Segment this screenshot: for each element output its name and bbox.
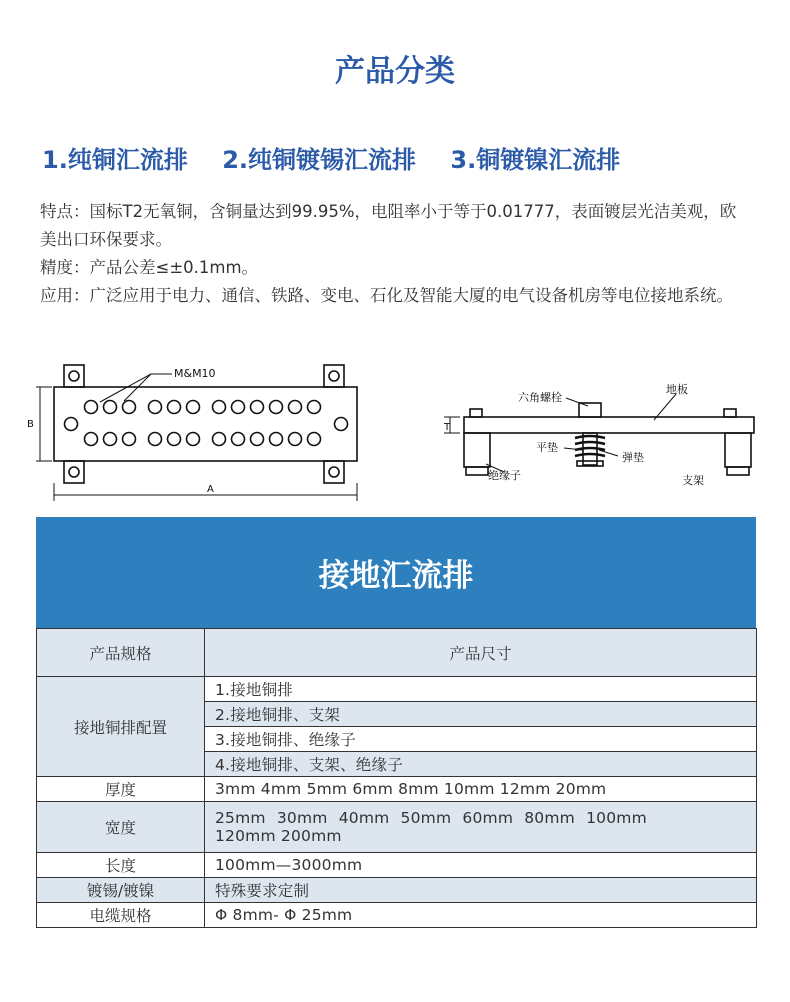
dimension-a-label: A — [207, 484, 214, 495]
table-row — [37, 878, 757, 903]
table-row — [37, 802, 757, 853]
width-label: 宽度 — [37, 802, 205, 853]
product-description — [40, 198, 752, 310]
header-size: 产品尺寸 — [205, 629, 757, 677]
table-row — [37, 677, 757, 702]
spring-washer-label: 弹垫 — [622, 451, 644, 464]
config-label: 接地铜排配置 — [37, 677, 205, 777]
plating-label: 镀锡/镀镍 — [37, 878, 205, 903]
busbar-side-view-diagram — [436, 376, 766, 501]
plating-value: 特殊要求定制 — [205, 878, 757, 903]
spec-table — [36, 628, 757, 928]
category-item: 1.纯铜汇流排 — [42, 146, 188, 174]
config-item: 4.接地铜排、支架、绝缘子 — [205, 752, 757, 777]
insulator-label: 绝缘子 — [488, 469, 521, 482]
category-item: 2.纯铜镀锡汇流排 — [222, 146, 417, 174]
busbar-top-view-diagram — [24, 355, 364, 505]
t-dimension-label: T — [444, 422, 451, 433]
config-item: 1.接地铜排 — [205, 677, 757, 702]
cable-label: 电缆规格 — [37, 903, 205, 928]
table-row — [37, 853, 757, 878]
thickness-value: 3mm 4mm 5mm 6mm 8mm 10mm 12mm 20mm — [205, 777, 757, 802]
table-header-row — [37, 629, 757, 677]
precision-text: 精度：产品公差≤±0.1mm。 — [40, 258, 259, 277]
config-item: 2.接地铜排、支架 — [205, 702, 757, 727]
category-item: 3.铜镀镍汇流排 — [450, 146, 621, 174]
table-row — [37, 903, 757, 928]
page-title: 产品分类 — [335, 54, 455, 89]
features-text: 特点：国标T2无氧铜，含铜量达到99.95%，电阻率小于等于0.01777，表面镀层光洁美观，欧美出口环保要求。 — [40, 202, 737, 249]
bracket-label: 支架 — [682, 474, 704, 487]
application-text: 应用：广泛应用于电力、通信、铁路、变电、石化及智能大厦的电气设备机房等电位接地系统。 — [40, 286, 733, 305]
width-value — [205, 802, 757, 853]
header-spec: 产品规格 — [37, 629, 205, 677]
hole-label: M&M10 — [174, 367, 216, 380]
cable-value: Φ 8mm- Φ 25mm — [205, 903, 757, 928]
table-row — [37, 777, 757, 802]
width-value-line: 120mm 200mm — [215, 827, 342, 845]
config-item: 3.接地铜排、绝缘子 — [205, 727, 757, 752]
thickness-label: 厚度 — [37, 777, 205, 802]
flat-washer-label: 平垫 — [536, 441, 558, 454]
hex-bolt-label: 六角螺栓 — [518, 391, 562, 404]
dimension-b-label: B — [27, 419, 34, 430]
length-value: 100mm—3000mm — [205, 853, 757, 878]
section-banner: 接地汇流排 — [36, 517, 756, 628]
length-label: 长度 — [37, 853, 205, 878]
floor-label: 地板 — [666, 383, 688, 396]
width-value-line: 25mm 30mm 40mm 50mm 60mm 80mm 100mm — [215, 809, 647, 827]
category-list — [42, 140, 782, 175]
